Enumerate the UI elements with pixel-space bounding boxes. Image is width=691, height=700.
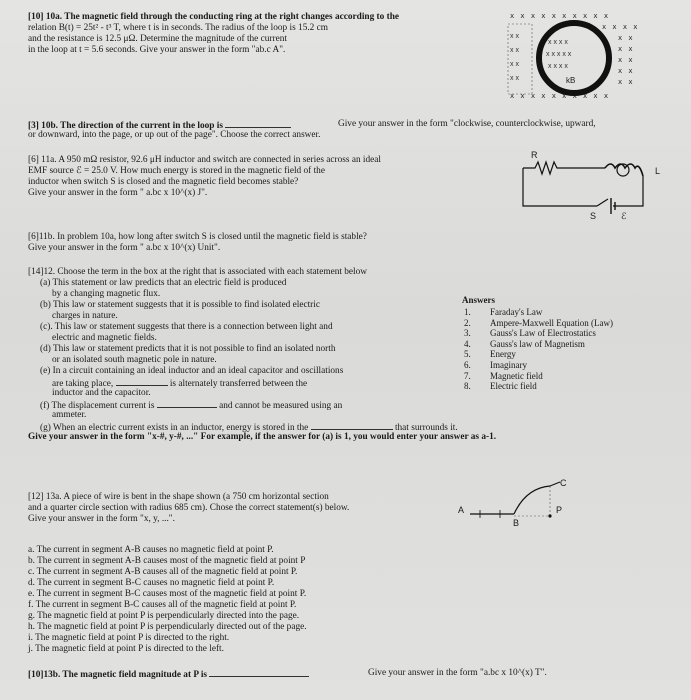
q13a-option: i. The magnetic field at point P is directed to the right.: [28, 633, 230, 643]
q13a-line-2: and a quarter circle section with radius 685 cm). Chose the correct statement(s) below.: [28, 503, 350, 513]
q12-item-f-part1: (f) The displacement current is: [40, 401, 155, 411]
quarter-circle-wire: [514, 486, 550, 514]
circuit-r-label: R: [531, 150, 538, 160]
answer-term: Magnetic field: [490, 370, 543, 381]
q11a-line-3: inductor when switch S is closed and the magnetic field becomes stable?: [28, 177, 299, 187]
q13a-option: g. The magnetic field at point P is perpendicularly directed into the page.: [28, 611, 300, 621]
q10b-answer-blank: [225, 119, 291, 128]
q13a-line-3: Give your answer in the form "x, y, ...".: [28, 514, 175, 524]
circuit-l-label: L: [655, 166, 661, 176]
x-row: x x: [618, 45, 634, 53]
inductor-symbol: [605, 164, 643, 176]
q13b-line: [28, 668, 309, 681]
b-field-label: kB: [566, 76, 576, 85]
q12-item-e-part2: is alternately transferred between the: [169, 379, 308, 389]
answers-box: [458, 293, 678, 413]
q12-item-e-part1: are taking place,: [52, 379, 114, 389]
answer-num: 6.: [464, 360, 471, 370]
answer-term: Faraday's Law: [490, 307, 543, 317]
circuit-emf-label: ℰ: [621, 211, 627, 221]
q12-instructions: Give your answer in the form "x-#, y-#, ..." For example, if the answer for (a) is 1, you would enter your answer as a-1.: [28, 432, 497, 442]
q11b-line-2: Give your answer in the form " a.bc x 10^(x) Unit".: [28, 243, 221, 253]
q11a-line-2: EMF source ℰ = 25.0 V. How much energy is stored in the magnetic field of the: [28, 166, 325, 176]
resistor-symbol: [523, 162, 605, 174]
q13a-option: e. The current in segment B-C causes most of the magnetic field at point P.: [28, 589, 307, 599]
q12-item-g-part1: (g) When an electric current exists in an inductor, energy is stored in the: [40, 423, 309, 433]
q12-intro: [14]12. Choose the term in the box at the right that is associated with each statement below: [28, 267, 367, 277]
label-a: A: [458, 505, 465, 515]
x-row: x x: [618, 78, 634, 86]
svg-text:x x x x: x x x x: [548, 63, 568, 70]
q11b-line-1: [6]11b. In problem 10a, how long after switch S is closed until the magnetic field is stable?: [28, 232, 367, 242]
q10a-line-4: in the loop at t = 5.6 seconds. Give your answer in the form "ab.c A".: [28, 45, 286, 55]
q12-item-f-part2: and cannot be measured using an: [219, 401, 343, 411]
switch-symbol: [597, 199, 608, 206]
q12-item: (c). This law or statement suggests that there is a connection between light and: [40, 322, 333, 332]
q12-e-blank: [116, 377, 168, 386]
q11a-line-1: [6] 11a. A 950 mΩ resistor, 92.6 μH inductor and switch are connected in series across an ideal: [28, 155, 381, 165]
q13a-line-1: [12] 13a. A piece of wire is bent in the shape shown (a 750 cm horizontal section: [28, 492, 329, 502]
svg-text:x x x x: x x x x: [548, 39, 568, 46]
label-b: B: [513, 518, 520, 528]
answer-term: Electric field: [490, 381, 537, 392]
q12-item: charges in nature.: [52, 311, 118, 321]
q12-g-blank: [311, 421, 393, 430]
q10a-line-1: [10] 10a. The magnetic field through the conducting ring at the right changes according to the: [28, 12, 400, 22]
q10a-line-3: and the resistance is 12.5 μΩ. Determine the magnitude of the current: [28, 34, 287, 44]
svg-text:x x: x x: [510, 61, 519, 68]
q12-item-g-part2: that surrounds it.: [394, 423, 458, 433]
q12-item: electric and magnetic fields.: [52, 333, 157, 343]
answer-term: Imaginary: [490, 360, 527, 370]
x-row: x x: [618, 34, 634, 42]
q12-item: (b) This law or statement suggests that it is possible to find isolated electric: [40, 300, 320, 310]
label-c: C: [560, 478, 567, 488]
q11a-line-4: Give your answer in the form " a.bc x 10^(x) J".: [28, 188, 208, 198]
q12-item: (e) In a circuit containing an ideal inductor and an ideal capacitor and oscillations: [40, 366, 344, 376]
q10b-prompt: [3] 10b. The direction of the current in the loop is: [28, 121, 223, 131]
q13b-prompt: [10]13b. The magnetic field magnitude at P is: [28, 670, 208, 680]
x-row: x x: [618, 56, 634, 64]
q13a-option: a. The current in segment A-B causes no magnetic field at point P.: [28, 545, 274, 555]
x-row: x x x x x x x x x x: [510, 12, 610, 20]
q13b-answer-blank: [209, 668, 309, 677]
answer-term: Ampere-Maxwell Equation (Law): [490, 317, 613, 328]
svg-text:x x: x x: [510, 33, 519, 40]
rl-circuit-figure: [505, 148, 670, 223]
svg-text:x x: x x: [510, 47, 519, 54]
q13a-option: b. The current in segment A-B causes most of the magnetic field at point P: [28, 556, 306, 566]
answer-term: Gauss's Law of Electrostatics: [490, 328, 596, 339]
q13b-form-hint: Give your answer in the form "a.bc x 10^(x) T".: [368, 668, 547, 678]
ring-field-figure: [506, 8, 666, 108]
answer-num: 3.: [464, 328, 471, 339]
answer-num: 5.: [464, 349, 471, 360]
answers-title: Answers: [462, 295, 495, 305]
q10b-line-2: Give your answer in the form "clockwise, counterclockwise, upward,: [338, 119, 596, 129]
answer-num: 8.: [464, 381, 471, 392]
q12-f-blank: [157, 399, 217, 408]
q13a-option: j. The magnetic field at point P is directed to the left.: [28, 644, 224, 654]
answer-num: 7.: [464, 370, 471, 381]
circuit-s-label: S: [590, 211, 597, 221]
q12-item: ammeter.: [52, 410, 87, 420]
q13a-option: f. The current in segment B-C causes all of the magnetic field at point P.: [28, 600, 297, 610]
point-p-marker: [548, 514, 551, 517]
q12-item: inductor and the capacitor.: [52, 388, 151, 398]
x-row: x x: [618, 67, 634, 75]
ring-drawing: [506, 8, 666, 108]
answer-num: 1.: [464, 307, 471, 317]
q12-item: (a) This statement or law predicts that an electric field is produced: [40, 278, 287, 288]
q10a-line-2: relation B(t) = 25t² - t³ T, where t is in seconds. The radius of the loop is 15.2 cm: [28, 23, 329, 33]
svg-text:x x x x x: x x x x x: [546, 51, 572, 58]
answer-num: 4.: [464, 338, 471, 349]
q12-item: by a changing magnetic flux.: [52, 289, 161, 299]
x-row: x x x x x x x x x x: [510, 92, 610, 100]
answer-num: 2.: [464, 317, 471, 328]
q13a-option: h. The magnetic field at point P is perpendicularly directed out of the page.: [28, 622, 307, 632]
q10b-line-3: or downward, into the page, or up out of the page". Choose the correct answer.: [28, 130, 321, 140]
svg-text:x x: x x: [510, 75, 519, 82]
q12-item: or an isolated south magnetic pole in nature.: [52, 355, 217, 365]
answer-term: Energy: [490, 349, 516, 360]
q13a-option: c. The current in segment A-B causes all of the magnetic field at point P.: [28, 567, 298, 577]
x-row: x x x x: [602, 23, 639, 31]
label-p: P: [556, 505, 563, 515]
q12-item: (d) This law or statement predicts that it is not possible to find an isolated north: [40, 344, 336, 354]
q13a-option: d. The current in segment B-C causes no magnetic field at point P.: [28, 578, 275, 588]
answer-term: Gauss's law of Magnetism: [490, 338, 585, 349]
